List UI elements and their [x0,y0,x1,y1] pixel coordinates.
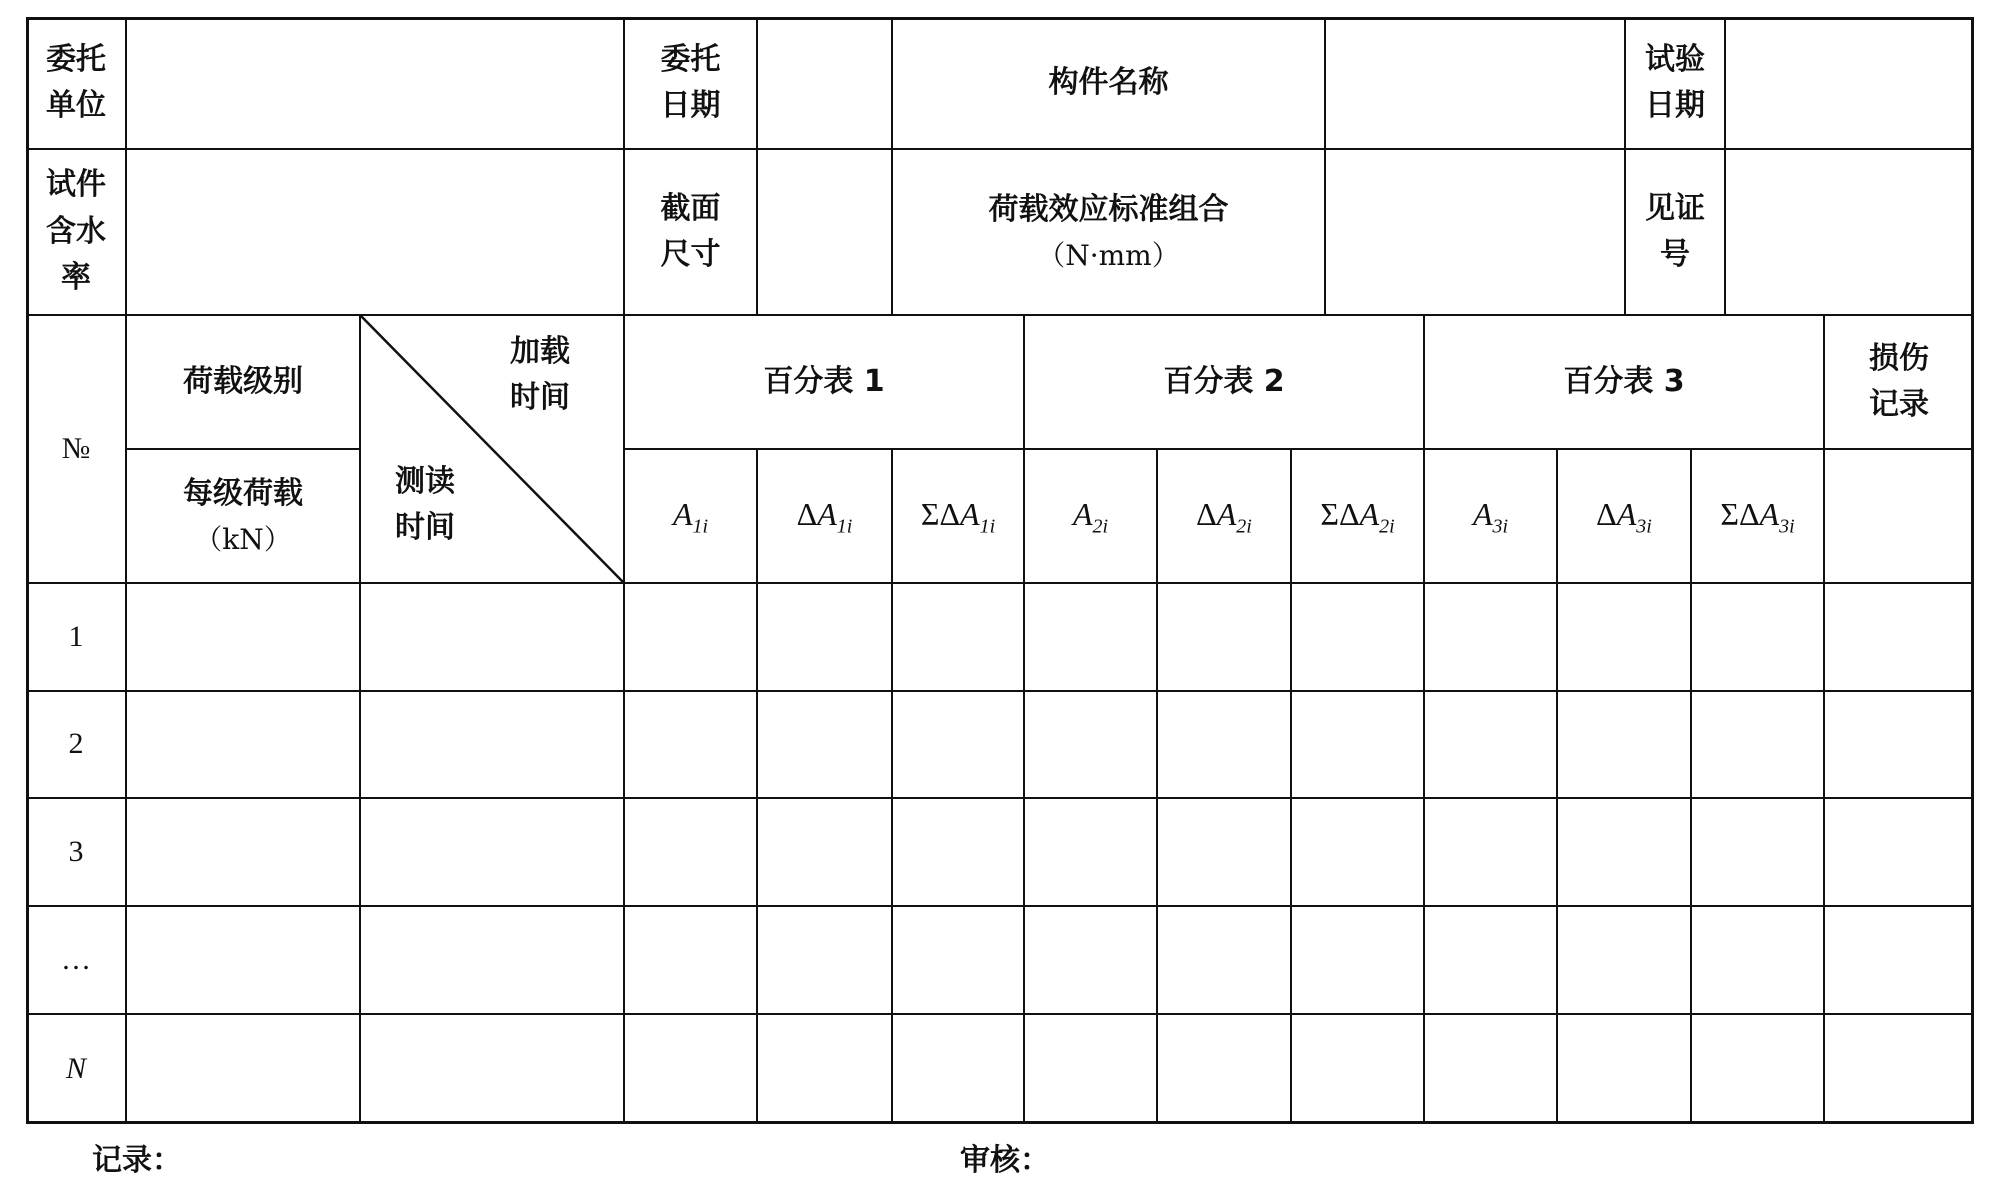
grid-line [756,17,758,315]
gauge-subcolumn-base: A [672,495,693,532]
grid-line [359,315,361,1124]
moisture-label [26,149,126,315]
grid-line [26,1013,1974,1015]
gauge-subcolumn-symbol [797,490,853,542]
gauge-subcolumn-base: A [1472,495,1493,532]
grid-line [126,448,360,450]
gauge-subcolumn-prefix: ΣΔ [920,495,961,532]
gauge-subcolumn-symbol [1073,490,1108,542]
damage-text: 损伤记录 [1869,340,1929,422]
gauge-subcolumn-subscript: 3i [1779,515,1795,538]
grid-line [756,449,758,1124]
section-size-text: 截面尺寸 [660,190,721,272]
gauge2-text: 百分表 2 [1163,363,1285,399]
gauge-subcolumn-base: A [1072,495,1093,532]
load-per-level-unit: （kN） [194,522,292,556]
load-level-text: 荷载级别 [183,363,303,399]
gauge-subcolumn-base: A [1759,495,1780,532]
member-name-label [892,17,1325,149]
gauge-subcolumn-symbol [921,490,995,542]
table-row-number [26,691,126,798]
gauge1-header [624,315,1024,449]
grid-line [1724,17,1726,315]
grid-line [891,17,893,315]
grid-line [1824,448,1974,450]
grid-line [1823,315,1825,1124]
section-size-label [624,149,757,315]
client-unit-label [26,17,126,149]
gauge2-header [1024,315,1424,449]
grid-line [1556,449,1558,1124]
witness-no-label [1625,149,1725,315]
gauge-subcolumn-subscript: 2i [1092,515,1109,538]
test-date-label [1625,17,1725,149]
table-row-number [26,583,126,691]
gauge-subcolumn-prefix: Δ [1596,495,1617,532]
grid-line [1423,315,1425,1124]
moisture-text: 试件含水率 [46,167,106,296]
gauge-subcolumn-header [1024,449,1157,583]
load-test-record-table [26,17,1974,1124]
row-number-text: N [65,1051,86,1085]
gauge-subcolumn-subscript: 1i [979,515,996,538]
gauge-subcolumn-base: A [817,495,837,532]
load-per-level-header [126,449,360,583]
load-per-level-text: 每级荷载 [183,476,303,512]
grid-line [1624,17,1626,315]
load-combo-text: 荷载效应标准组合 [988,192,1229,228]
gauge-subcolumn-base: A [1216,495,1237,532]
gauge-subcolumn-header [1157,449,1291,583]
row-number-text: 1 [68,619,84,653]
grid-line [1690,449,1692,1124]
grid-line [624,448,1824,450]
table-row-number [26,798,126,906]
no-column-header [26,315,126,583]
row-number-text: 3 [68,834,84,868]
gauge-subcolumn-base: A [1616,495,1637,532]
table-row-number [26,1014,126,1124]
gauge-subcolumn-base: A [1359,495,1380,532]
witness-no-text: 见证号 [1645,190,1705,272]
grid-line [26,690,1974,692]
gauge-subcolumn-prefix: ΣΔ [1320,495,1360,532]
loading-time-label [480,325,600,425]
grid-line [26,148,1974,150]
grid-line [891,449,893,1124]
grid-line [1324,17,1326,315]
gauge-subcolumn-prefix: Δ [796,495,818,532]
gauge-subcolumn-subscript: 3i [1492,515,1509,538]
grid-line [623,315,625,1124]
client-unit-text: 委托单位 [46,41,106,123]
gauge-subcolumn-subscript: 3i [1636,515,1652,538]
gauge-subcolumn-symbol [1320,490,1394,542]
gauge3-header [1424,315,1824,449]
gauge-subcolumn-header [892,449,1024,583]
client-date-label [624,17,757,149]
gauge-subcolumn-subscript: 1i [836,515,853,538]
reading-time-text: 测读时间 [395,463,455,545]
row-number-text: … [61,942,91,976]
client-date-text: 委托日期 [660,41,721,123]
gauge-subcolumn-prefix: Δ [1196,495,1217,532]
gauge-subcolumn-subscript: 1i [692,515,709,538]
gauge-subcolumn-header [1291,449,1424,583]
grid-line [1156,449,1158,1124]
gauge-subcolumn-header [1557,449,1691,583]
gauge3-text: 百分表 3 [1563,363,1685,399]
time-diagonal-cell [360,315,624,583]
gauge-subcolumn-symbol [1196,490,1252,542]
gauge-subcolumn-symbol [673,490,708,542]
gauge-subcolumn-symbol [1596,490,1652,542]
damage-header [1824,315,1974,449]
gauge-subcolumn-header [624,449,757,583]
gauge-subcolumn-subscript: 2i [1379,515,1395,538]
grid-line [1023,315,1025,1124]
reading-time-label [370,455,480,555]
table-row-number [26,906,126,1014]
grid-line [26,797,1974,799]
no-column-text: № [61,431,91,465]
gauge-subcolumn-base: A [960,495,980,532]
grid-line [26,582,1974,584]
reviewer-label: 审核： [960,1143,1050,1178]
gauge-subcolumn-symbol [1473,490,1508,542]
gauge-subcolumn-header [1424,449,1557,583]
gauge-subcolumn-prefix: ΣΔ [1720,495,1760,532]
member-name-text: 构件名称 [1048,64,1169,100]
load-combo-label [892,149,1325,315]
grid-line [26,905,1974,907]
test-date-text: 试验日期 [1645,41,1705,123]
grid-line [623,17,625,315]
loading-time-text: 加载时间 [510,333,570,415]
gauge-subcolumn-header [757,449,892,583]
gauge-subcolumn-symbol [1720,490,1794,542]
recorder-label: 记录： [92,1143,182,1178]
gauge-subcolumn-header [1691,449,1824,583]
grid-line [1290,449,1292,1124]
grid-line [125,17,127,1124]
grid-line [26,314,1974,316]
load-combo-unit: （N·mm） [1037,238,1180,272]
row-number-text: 2 [68,727,84,761]
gauge-subcolumn-subscript: 2i [1236,515,1252,538]
load-level-header [126,315,360,449]
gauge1-text: 百分表 1 [763,363,885,399]
